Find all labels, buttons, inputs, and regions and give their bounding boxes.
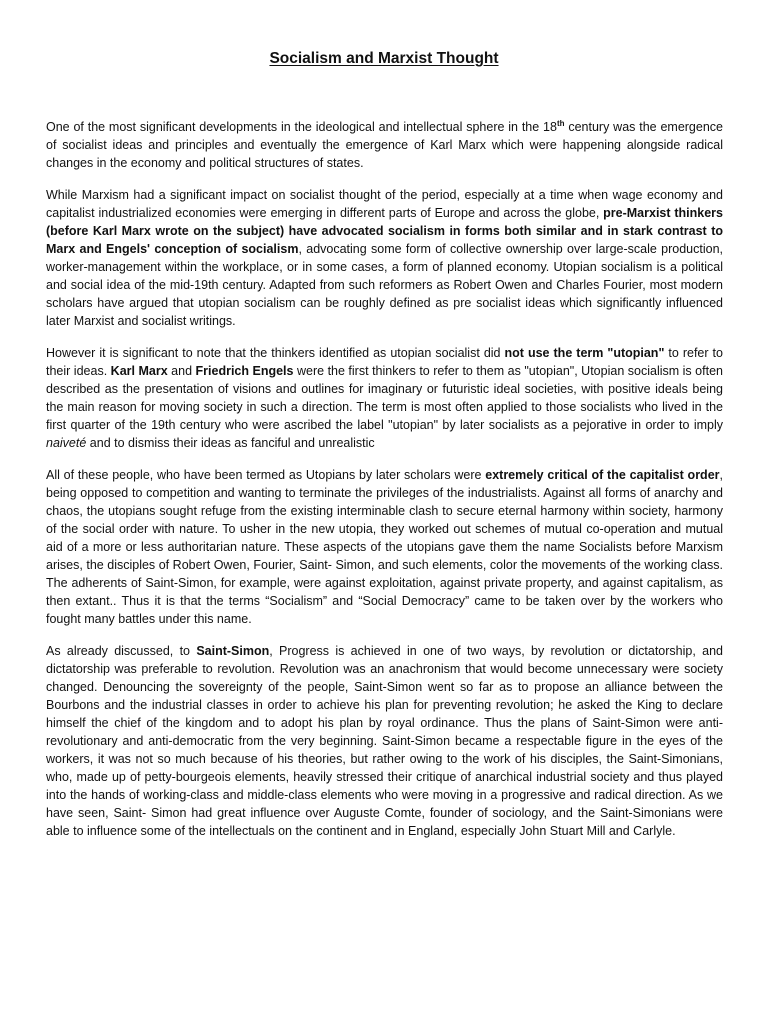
paragraph-5-text-c: , Progress is achieved in one of two ways, by revolution or dictatorship, and dictatorship was preferable to revolution. Revolution was an anachronism that would become unnecessary were society changed. Denouncing the sovereignty of the people, Saint-Simon went so far as to propose an alliance between the Bourbons and the industrial classes in order to achieve his plan for preventing revolution; he asked the King to declare himself the chief of the kingdom and to adopt his plan by royal ordinance. Thus the plans of Saint-Simon were anti-revolutionary and anti-democratic from the very beginning. Saint-Simon became a respectable figure in the eyes of the workers, it was not so much because of his theories, but rather owing to the work of his disciples, the Saint-Simonians, who, made up of petty-bourgeois elements, heavily stressed their critique of anarchical industrial society and thus played into the hands of working-class and middle-class elements who were moving in a progressive and radical direction. As we have seen, Saint- Simon had great influence over Auguste Comte, founder of sociology, and the Saint-Simonians were able to influence some of the intellectuals on the continent and in England, especially John Stuart Mill and Carlyle.: [46, 644, 723, 838]
paragraph-4-text-c: , being opposed to competition and wanting to terminate the privileges of the industrialists. Against all forms of anarchy and chaos, the utopians sought refuge from the existing interminable clash to secure eternal harmony within society, harmony of the social order with nature. To usher in the new utopia, they worked out schemes of mutual co-operation and mutual aid of a more or less authoritarian nature. These aspects of the utopians gave them the name Socialists before Marxism arises, the disciples of Robert Owen, Fourier, Saint- Simon, and such elements, color the movements of the working class. The adherents of Saint-Simon, for example, were against exploitation, against private property, and against capitalism, as then extant.. Thus it is that the terms “Socialism” and “Social Democracy” came to be taken over by the workers who fought many battles under this name.: [46, 468, 723, 626]
paragraph-3-italic-naivete: naiveté: [46, 436, 87, 450]
paragraph-1-text-a: One of the most significant developments in the ideological and intellectual sphere in the 18: [46, 120, 557, 134]
paragraph-2-emphasis: pre-Marxist thinkers (before Karl Marx wrote on the subject) have advocated socialism in forms both similar and in stark contrast to Marx and Engels' conception of socialism: [46, 206, 723, 256]
ordinal-superscript: th: [556, 118, 565, 128]
paragraph-3-emphasis-engels: Friedrich Engels: [195, 364, 294, 378]
document-body: [46, 118, 723, 854]
paragraph-3-text-i: and to dismiss their ideas as fanciful and unrealistic: [86, 436, 375, 450]
paragraph-3: [46, 344, 723, 452]
paragraph-2: [46, 186, 723, 330]
paragraph-3-text-e: and: [167, 364, 196, 378]
paragraph-4: [46, 466, 723, 628]
paragraph-5-text-a: As already discussed, to: [46, 644, 197, 658]
paragraph-1: [46, 118, 723, 172]
paragraph-5-emphasis: Saint-Simon: [196, 644, 270, 658]
paragraph-3-emphasis-marx: Karl Marx: [110, 364, 168, 378]
paragraph-3-text-c: to refer to their ideas.: [46, 346, 723, 378]
paragraph-5: [46, 642, 723, 840]
paragraph-2-text-c: , advocating some form of collective ownership over large-scale production, worker-management within the workplace, or in some cases, a form of planned economy. Utopian socialism is a political and social idea of the mid-19th century. Adapted from such reformers as Robert Owen and Charles Fourier, most modern scholars have argued that utopian socialism can be roughly defined as pre socialist ideas which significantly influenced later Marxist and socialist writings.: [46, 242, 724, 328]
paragraph-3-text-g: were the first thinkers to refer to them as "utopian", Utopian socialism is often described as the presentation of visions and outlines for imaginary or futuristic ideal societies, with positive ideals being the main reason for moving society in such a direction. The term is most often applied to those socialists who lived in the first quarter of the 19th century who were ascribed the label "utopian" by later socialists as a pejorative in order to imply: [46, 364, 723, 432]
paragraph-2-text-a: While Marxism had a significant impact on socialist thought of the period, especially at a time when wage economy and capitalist industrialized economies were emerging in different parts of Europe and across the globe,: [46, 188, 723, 220]
paragraph-4-text-a: All of these people, who have been termed as Utopians by later scholars were: [46, 468, 486, 482]
document-title: Socialism and Marxist Thought: [269, 50, 499, 67]
paragraph-1-text-b: century was the emergence of socialist ideas and principles and eventually the emergence of Karl Marx which were happening alongside radical changes in the economy and political structures of states.: [46, 120, 723, 170]
paragraph-3-emphasis-term: not use the term "utopian": [504, 346, 665, 360]
paragraph-3-text-a: However it is significant to note that the thinkers identified as utopian socialist did: [46, 346, 505, 360]
paragraph-4-emphasis: extremely critical of the capitalist order: [485, 468, 720, 482]
